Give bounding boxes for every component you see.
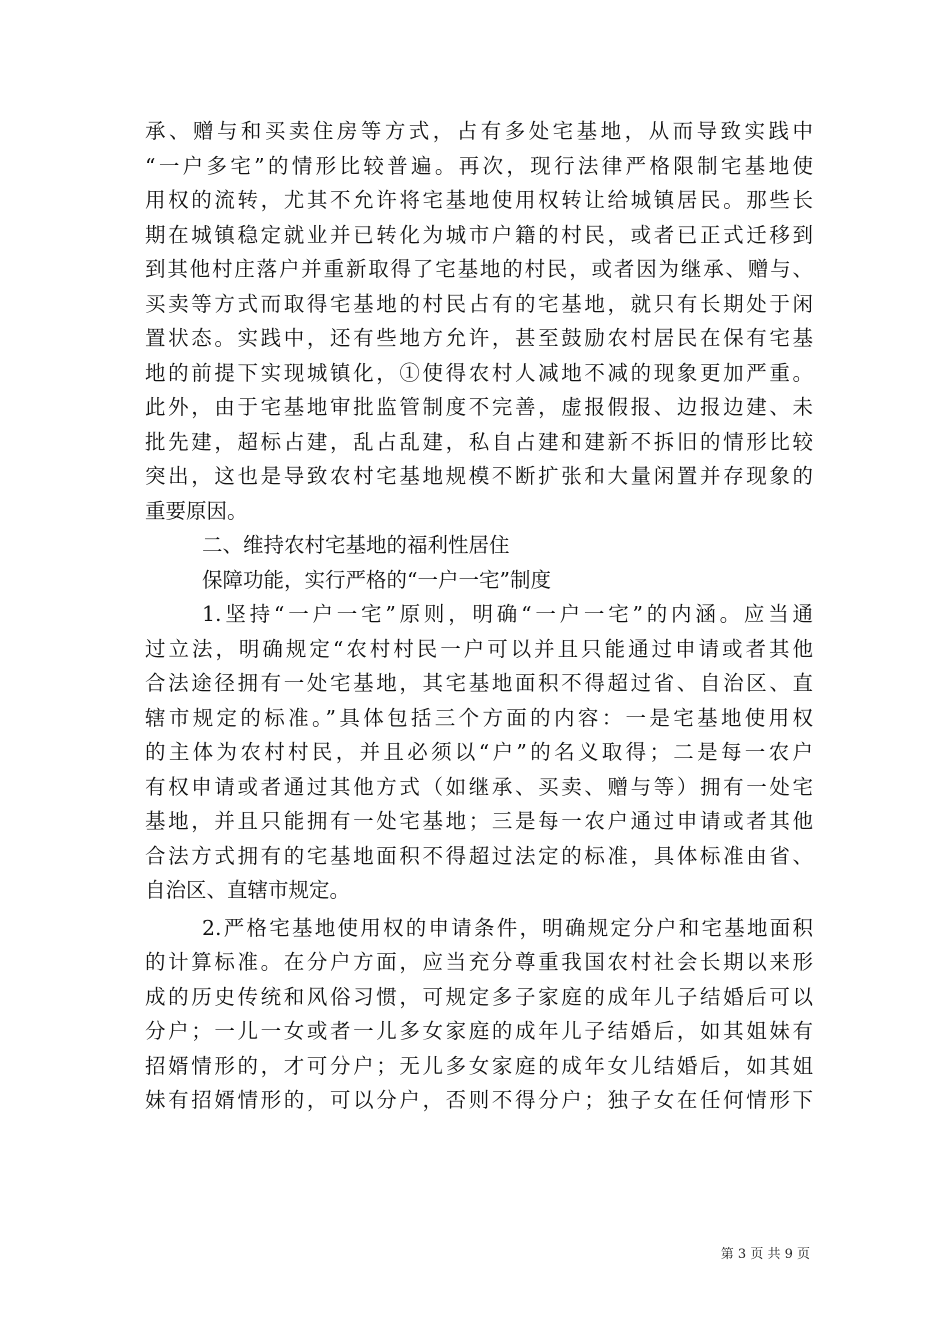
text-line: 的计算标准。在分户方面，应当充分尊重我国农村社会长期以来形	[145, 950, 813, 974]
text-line: 1.坚持“一户一宅”原则，明确“一户一宅”的内涵。应当通	[202, 602, 813, 626]
text-line: 合法途径拥有一处宅基地，其宅基地面积不得超过省、自治区、直	[145, 671, 813, 695]
text-line: 批先建，超标占建，乱占乱建，私自占建和建新不拆旧的情形比较	[145, 429, 813, 454]
text-line: 2.严格宅基地使用权的申请条件，明确规定分户和宅基地面积	[202, 915, 813, 940]
section-heading: 二、维持农村宅基地的福利性居住	[202, 533, 510, 557]
text-line: 地的前提下实现城镇化，①使得农村人减地不减的现象更加严重。	[145, 360, 813, 385]
text-line: 招婿情形的，才可分户；无儿多女家庭的成年女儿结婚后，如其姐	[145, 1053, 813, 1078]
text-line: 突出，这也是导致农村宅基地规模不断扩张和大量闲置并存现象的	[145, 464, 813, 488]
text-line: 用权的流转，尤其不允许将宅基地使用权转让给城镇居民。那些长	[145, 188, 813, 212]
text-line: 期在城镇稳定就业并已转化为城市户籍的村民，或者已正式迁移到	[145, 222, 813, 247]
text-line: 妹有招婿情形的，可以分户，否则不得分户；独子女在任何情形下	[145, 1088, 813, 1112]
text-line: 合法方式拥有的宅基地面积不得超过法定的标准，具体标准由省、	[145, 843, 813, 868]
text-line: 此外，由于宅基地审批监管制度不完善，虚报假报、边报边建、未	[145, 395, 813, 419]
page-number: 第 3 页 共 9 页	[720, 1247, 810, 1262]
text-line: 承、赠与和买卖住房等方式，占有多处宅基地，从而导致实践中	[145, 119, 813, 143]
text-line: 重要原因。	[145, 498, 248, 523]
text-line: 过立法，明确规定“农村村民一户可以并且只能通过申请或者其他	[145, 636, 813, 661]
text-line: 的主体为农村村民，并且必须以“户”的名义取得；二是每一农户	[145, 740, 813, 764]
text-line: 到其他村庄落户并重新取得了宅基地的村民，或者因为继承、赠与、	[145, 257, 813, 281]
text-line: 分户；一儿一女或者一儿多女家庭的成年儿子结婚后，如其姐妹有	[145, 1019, 813, 1043]
text-line: 成的历史传统和风俗习惯，可规定多子家庭的成年儿子结婚后可以	[145, 984, 813, 1009]
section-heading: 保障功能，实行严格的“一户一宅”制度	[202, 567, 551, 592]
text-line: 自治区、直辖市规定。	[145, 878, 350, 902]
body-text	[145, 114, 813, 1118]
text-line: “一户多宅”的情形比较普遍。再次，现行法律严格限制宅基地使	[145, 153, 813, 178]
text-line: 置状态。实践中，还有些地方允许，甚至鼓励农村居民在保有宅基	[145, 326, 813, 350]
text-line: 基地，并且只能拥有一处宅基地；三是每一农户通过申请或者其他	[145, 809, 813, 833]
text-line: 有权申请或者通过其他方式（如继承、买卖、赠与等）拥有一处宅	[145, 774, 813, 799]
text-line: 辖市规定的标准。”具体包括三个方面的内容：一是宅基地使用权	[145, 705, 813, 730]
text-line: 买卖等方式而取得宅基地的村民占有的宅基地，就只有长期处于闲	[145, 291, 813, 316]
